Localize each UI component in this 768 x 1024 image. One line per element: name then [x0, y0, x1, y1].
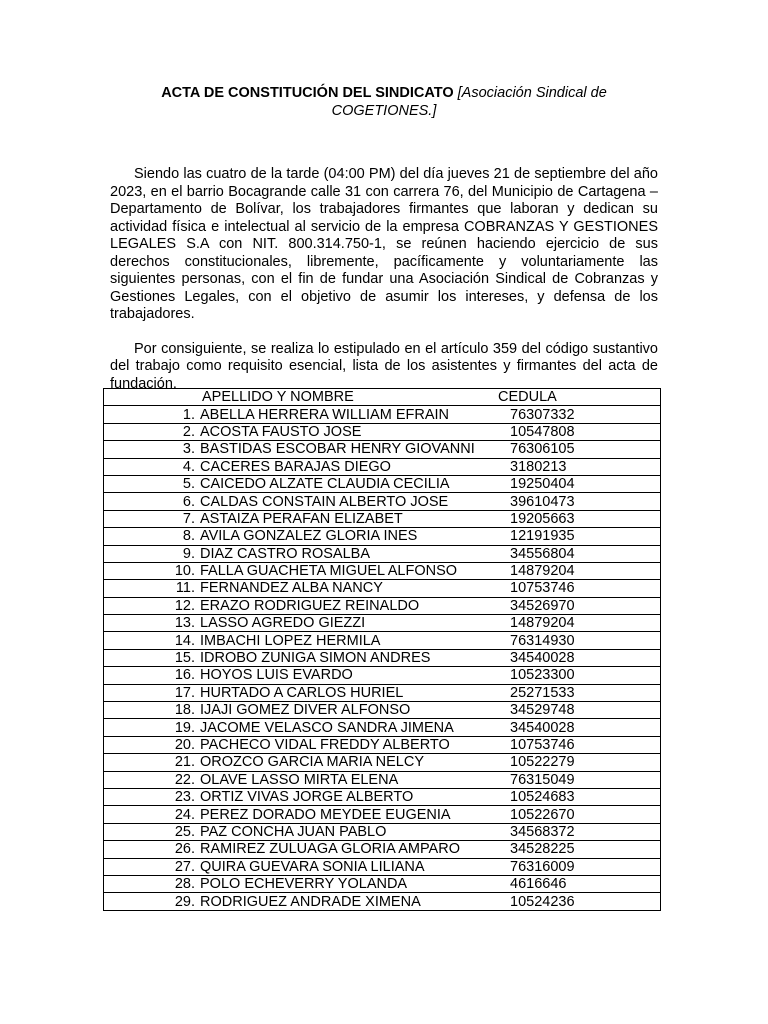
table-cell — [104, 493, 661, 510]
table-row — [104, 562, 661, 579]
document-title — [110, 84, 658, 120]
table-header-cell — [104, 389, 661, 406]
row-number: 27. — [174, 858, 195, 875]
table-row — [104, 510, 661, 527]
table-cell — [104, 615, 661, 632]
row-number: 21. — [174, 754, 195, 771]
row-name: IJAJI GOMEZ DIVER ALFONSO — [200, 702, 411, 719]
table-cell — [104, 528, 661, 545]
table-row — [104, 736, 661, 753]
table-cell — [104, 649, 661, 666]
table-cell — [104, 788, 661, 805]
table-cell — [104, 736, 661, 753]
row-number: 17. — [174, 684, 195, 701]
table-row — [104, 771, 661, 788]
row-number: 10. — [174, 563, 195, 580]
row-cedula: 34526970 — [510, 597, 575, 614]
row-name: ASTAIZA PERAFAN ELIZABET — [200, 510, 403, 527]
table-cell — [104, 806, 661, 823]
table-row — [104, 615, 661, 632]
row-name: QUIRA GUEVARA SONIA LILIANA — [200, 858, 425, 875]
row-number: 12. — [174, 597, 195, 614]
table-row — [104, 632, 661, 649]
table-row — [104, 545, 661, 562]
row-cedula: 3180213 — [510, 458, 567, 475]
row-cedula: 19250404 — [510, 476, 575, 493]
table-cell — [104, 841, 661, 858]
row-name: OROZCO GARCIA MARIA NELCY — [200, 754, 424, 771]
row-cedula: 76307332 — [510, 406, 575, 423]
row-cedula: 34540028 — [510, 719, 575, 736]
row-number: 20. — [174, 737, 195, 753]
row-name: PACHECO VIDAL FREDDY ALBERTO — [200, 737, 450, 753]
row-number: 25. — [174, 823, 195, 840]
paragraph-consiguiente: Por consiguiente, se realiza lo estipulado en el artículo 359 del código sustantivo del trabajo como requisito esencial, lista de los asistentes y firmantes del acta de fundación. — [110, 340, 658, 392]
row-name: PEREZ DORADO MEYDEE EUGENIA — [200, 806, 451, 823]
table-row — [104, 406, 661, 423]
table-row — [104, 475, 661, 492]
table-cell — [104, 702, 661, 719]
row-name: CALDAS CONSTAIN ALBERTO JOSE — [200, 493, 449, 510]
row-number: 29. — [174, 893, 195, 910]
table-row — [104, 806, 661, 823]
row-name: ABELLA HERRERA WILLIAM EFRAIN — [200, 406, 449, 423]
row-name: FERNANDEZ ALBA NANCY — [200, 580, 383, 597]
table-cell — [104, 423, 661, 440]
table-cell — [104, 545, 661, 562]
title-italic: [Asociación Sindical de COGETIONES.] — [331, 85, 607, 119]
table-cell — [104, 597, 661, 614]
row-number: 1. — [182, 406, 195, 423]
table-row — [104, 719, 661, 736]
row-number: 19. — [174, 719, 195, 736]
row-number: 4. — [182, 458, 195, 475]
row-cedula: 14879204 — [510, 563, 575, 580]
table-row — [104, 667, 661, 684]
table-cell — [104, 771, 661, 788]
row-number: 8. — [182, 528, 195, 545]
row-name: IMBACHI LOPEZ HERMILA — [200, 632, 381, 649]
table-row — [104, 754, 661, 771]
title-bold: ACTA DE CONSTITUCIÓN DEL SINDICATO — [161, 85, 454, 101]
table-cell — [104, 632, 661, 649]
row-name: IDROBO ZUNIGA SIMON ANDRES — [200, 650, 431, 667]
row-name: CACERES BARAJAS DIEGO — [200, 458, 391, 475]
row-cedula: 10753746 — [510, 580, 575, 597]
row-cedula: 34529748 — [510, 702, 575, 719]
table-cell — [104, 719, 661, 736]
row-number: 11. — [175, 580, 195, 597]
row-cedula: 34540028 — [510, 650, 575, 667]
row-name: RODRIGUEZ ANDRADE XIMENA — [200, 893, 421, 910]
table-row — [104, 597, 661, 614]
row-cedula: 10753746 — [510, 737, 575, 753]
row-name: ACOSTA FAUSTO JOSE — [200, 423, 362, 440]
table-cell — [104, 441, 661, 458]
row-name: FALLA GUACHETA MIGUEL ALFONSO — [200, 563, 458, 580]
row-number: 15. — [174, 650, 195, 667]
row-cedula: 34568372 — [510, 823, 575, 840]
table-row — [104, 684, 661, 701]
table-cell — [104, 458, 661, 475]
row-name: POLO ECHEVERRY YOLANDA — [200, 876, 408, 893]
table-cell — [104, 684, 661, 701]
row-cedula: 76306105 — [510, 441, 575, 458]
table-cell — [104, 823, 661, 840]
table-cell — [104, 562, 661, 579]
row-name: RAMIREZ ZULUAGA GLORIA AMPARO — [200, 841, 460, 858]
row-cedula: 10524236 — [510, 893, 575, 910]
row-cedula: 10524683 — [510, 789, 575, 806]
paragraph-intro: Siendo las cuatro de la tarde (04:00 PM) del día jueves 21 de septiembre del año 2023, en el barrio Bocagrande calle 31 con carrera 76, del Municipio de Cartagena – Departamento de Bolívar, los trabajadores firmantes que laboran y dedican su actividad física e intelectual al servicio de la empresa COBRANZAS Y GESTIONES LEGALES S.A con NIT. 800.314.750-1, se reúnen haciendo ejercicio de sus derechos constitucionales, libremente, pacíficamente y voluntariamente las siguientes personas, con el fin de fundar una Asociación Sindical de Cobranzas y Gestiones Legales, con el objetivo de asumir los intereses, y defensa de los trabajadores. — [110, 166, 658, 322]
header-cedula: CEDULA — [498, 389, 557, 406]
row-number: 16. — [174, 667, 195, 684]
row-cedula: 76314930 — [510, 632, 575, 649]
row-cedula: 39610473 — [510, 493, 575, 510]
row-cedula: 76315049 — [510, 771, 575, 788]
table-cell — [104, 475, 661, 492]
row-cedula: 34556804 — [510, 545, 575, 562]
header-name: APELLIDO Y NOMBRE — [202, 389, 354, 406]
row-name: CAICEDO ALZATE CLAUDIA CECILIA — [200, 476, 450, 493]
row-number: 22. — [174, 771, 195, 788]
row-number: 28. — [174, 876, 195, 893]
row-number: 18. — [174, 702, 195, 719]
row-number: 7. — [182, 510, 195, 527]
row-number: 3. — [182, 441, 195, 458]
row-name: HURTADO A CARLOS HURIEL — [200, 684, 404, 701]
row-name: OLAVE LASSO MIRTA ELENA — [200, 771, 399, 788]
table-cell — [104, 875, 661, 892]
row-number: 24. — [174, 806, 195, 823]
table-cell — [104, 406, 661, 423]
table-row — [104, 893, 661, 910]
row-number: 14. — [174, 632, 195, 649]
table-cell — [104, 893, 661, 910]
table-cell — [104, 667, 661, 684]
row-name: HOYOS LUIS EVARDO — [200, 667, 353, 684]
row-number: 6. — [182, 493, 195, 510]
row-name: ERAZO RODRIGUEZ REINALDO — [200, 597, 420, 614]
table-cell — [104, 754, 661, 771]
document-body — [110, 84, 658, 393]
row-cedula: 14879204 — [510, 615, 575, 632]
row-cedula: 10523300 — [510, 667, 575, 684]
row-cedula: 10547808 — [510, 423, 575, 440]
row-name: JACOME VELASCO SANDRA JIMENA — [200, 719, 454, 736]
row-name: BASTIDAS ESCOBAR HENRY GIOVANNI — [200, 441, 475, 458]
row-number: 5. — [182, 476, 195, 493]
table-row — [104, 788, 661, 805]
row-cedula: 12191935 — [510, 528, 575, 545]
table-row — [104, 858, 661, 875]
table-row — [104, 649, 661, 666]
row-number: 26. — [174, 841, 195, 858]
row-name: DIAZ CASTRO ROSALBA — [200, 545, 371, 562]
row-cedula: 10522279 — [510, 754, 575, 771]
table-row — [104, 423, 661, 440]
row-number: 9. — [182, 545, 195, 562]
table-row — [104, 823, 661, 840]
table-header-row — [104, 389, 661, 406]
table-row — [104, 528, 661, 545]
row-number: 23. — [174, 789, 195, 806]
row-name: AVILA GONZALEZ GLORIA INES — [200, 528, 418, 545]
row-number: 2. — [182, 423, 195, 440]
row-cedula: 19205663 — [510, 510, 575, 527]
table-row — [104, 702, 661, 719]
table-row — [104, 458, 661, 475]
table-row — [104, 493, 661, 510]
row-cedula: 4616646 — [510, 876, 567, 893]
table-row — [104, 580, 661, 597]
table-row — [104, 441, 661, 458]
attendees-table — [103, 388, 661, 911]
table-cell — [104, 580, 661, 597]
table-cell — [104, 858, 661, 875]
row-cedula: 34528225 — [510, 841, 575, 858]
row-name: LASSO AGREDO GIEZZI — [200, 615, 366, 632]
table-row — [104, 841, 661, 858]
row-name: PAZ CONCHA JUAN PABLO — [200, 823, 387, 840]
row-cedula: 76316009 — [510, 858, 575, 875]
table-row — [104, 875, 661, 892]
row-number: 13. — [174, 615, 195, 632]
row-name: ORTIZ VIVAS JORGE ALBERTO — [200, 789, 414, 806]
table-cell — [104, 510, 661, 527]
row-cedula: 25271533 — [510, 684, 575, 701]
row-cedula: 10522670 — [510, 806, 575, 823]
